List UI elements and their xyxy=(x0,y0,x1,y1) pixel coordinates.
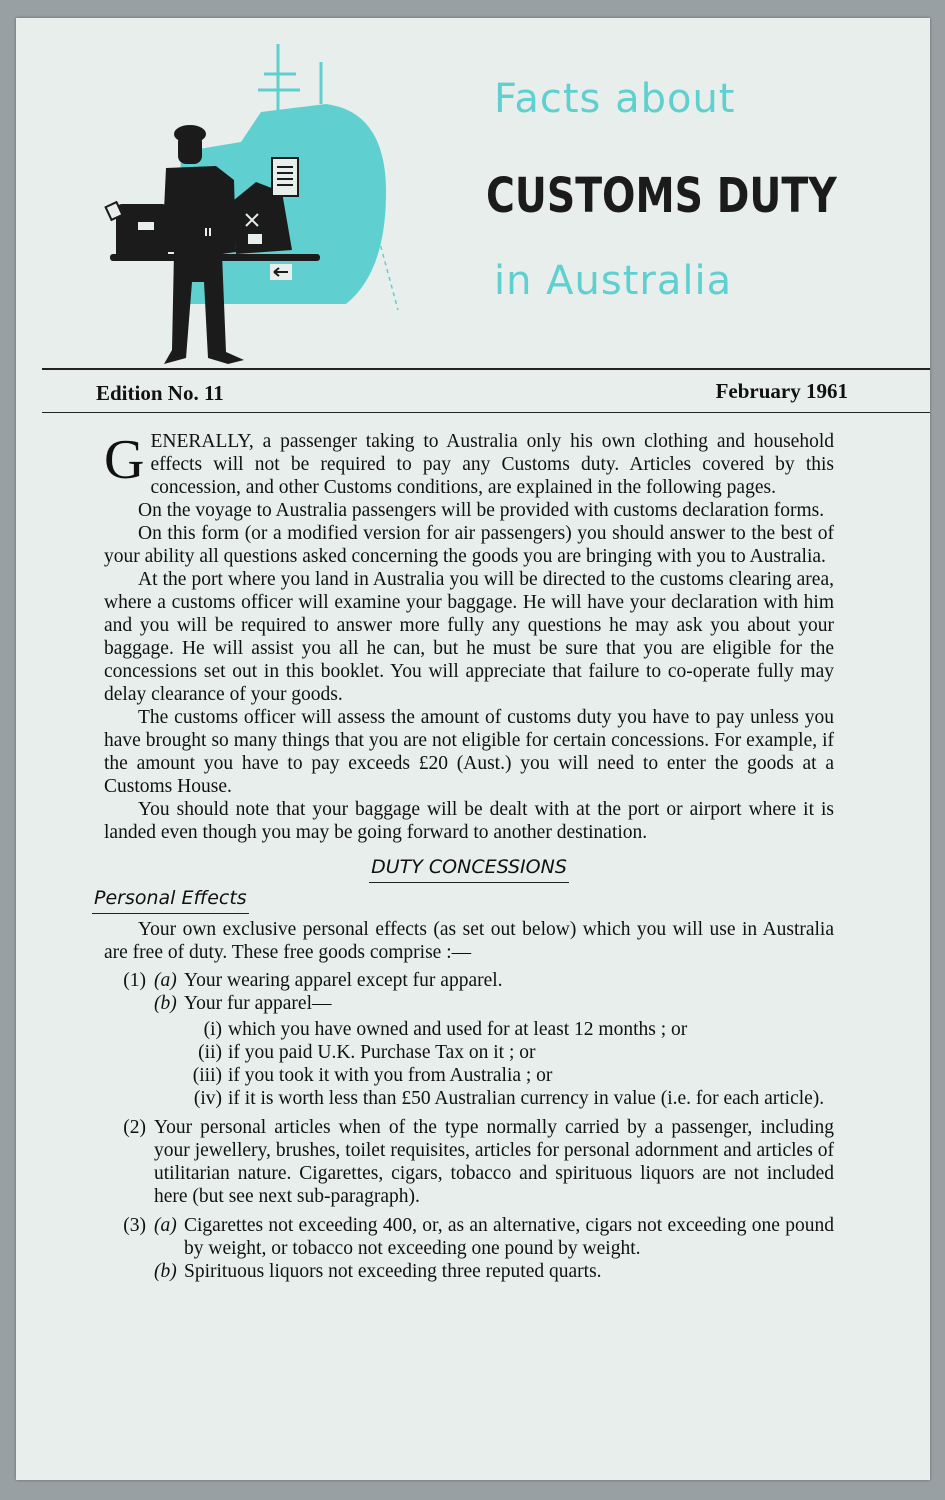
intro-paragraph-1-text: , a passenger taking to Australia only his own clothing and household effects will not be required to pay any Customs duty. Articles covered by this concession, and other Customs conditions, are explained in the following pages. xyxy=(150,431,834,498)
list-item-i xyxy=(184,1018,834,1041)
subsection-heading xyxy=(92,887,834,910)
item-text: Your wearing apparel except fur apparel. xyxy=(184,970,503,991)
item-letter: (b) xyxy=(154,993,177,1014)
item-text: Cigarettes not exceeding 400, or, as an alternative, cigars not exceeding one pound by weight, or tobacco not exceeding one pound by weight. xyxy=(184,1215,834,1259)
list-item-3a xyxy=(104,1214,834,1260)
list-item-iv xyxy=(184,1087,834,1110)
item-text: if you paid U.K. Purchase Tax on it ; or xyxy=(228,1042,536,1063)
intro-paragraph-3: On this form (or a modified version for air passengers) you should answer to the best of your ability all questions asked concerning the goods you are bringing with you to Australia. xyxy=(104,523,834,567)
personal-effects-intro: Your own exclusive personal effects (as set out below) which you will use in Australia are free of duty. These free goods comprise :— xyxy=(104,919,834,963)
intro-lead-word: ENERALLY xyxy=(150,431,249,452)
item-text: which you have owned and used for at least 12 months ; or xyxy=(228,1019,688,1040)
header-rule-bottom xyxy=(42,412,930,413)
intro-paragraph-6: You should note that your baggage will be dealt with at the port or airport where it is landed even though you may be going forward to another destination. xyxy=(104,799,834,843)
list-item-1a xyxy=(104,969,834,992)
item-text: Spirituous liquors not exceeding three reputed quarts. xyxy=(184,1261,602,1282)
item-letter: (a) xyxy=(154,970,177,991)
intro-paragraph-2: On the voyage to Australia passengers will be provided with customs declaration forms. xyxy=(138,500,825,521)
section-heading-text: DUTY CONCESSIONS xyxy=(369,856,569,883)
intro-paragraph-1 xyxy=(104,430,834,499)
list-item-ii xyxy=(184,1041,834,1064)
item-text: Your fur apparel— xyxy=(184,993,332,1014)
item-number: (3) xyxy=(123,1215,146,1236)
item-roman: (i) xyxy=(203,1019,222,1040)
title-line-in-australia: in Australia xyxy=(494,258,733,304)
list-item-iii xyxy=(184,1064,834,1087)
header-rule-top xyxy=(42,368,930,370)
title-line-facts-about: Facts about xyxy=(494,76,736,122)
list-item-2 xyxy=(104,1116,834,1208)
item-text: if you took it with you from Australia ; or xyxy=(228,1065,553,1086)
document-page xyxy=(16,18,930,1480)
subsection-heading-text: Personal Effects xyxy=(92,887,249,914)
item-roman: (iii) xyxy=(192,1065,222,1086)
list-item-3b xyxy=(104,1260,834,1283)
intro-paragraph-4: At the port where you land in Australia you will be directed to the customs clearing area, where a customs officer will examine your baggage. He will have your declaration with him and you will be required to answer more fully any questions he may ask you about your baggage. He will assist you all he can, but he must be sure that you are eligible for the concessions set out in this booklet. You will appreciate that failure to co-operate fully may delay clearance of your goods. xyxy=(104,569,834,705)
item-number: (1) xyxy=(123,970,146,991)
section-heading xyxy=(104,856,834,879)
item-letter: (a) xyxy=(154,1215,177,1236)
edition-date: February 1961 xyxy=(715,379,848,403)
title-customs-duty: CUSTOMS DUTY xyxy=(486,168,837,224)
edition-number: Edition No. 11 xyxy=(96,381,224,405)
item-text: if it is worth less than £50 Australian currency in value (i.e. for each article). xyxy=(228,1088,825,1109)
list-item-1b xyxy=(104,992,834,1015)
concessions-list xyxy=(104,969,834,1283)
item-number: (2) xyxy=(123,1117,146,1138)
item-roman: (ii) xyxy=(198,1042,222,1063)
document-body xyxy=(94,429,834,1283)
fur-apparel-conditions xyxy=(184,1018,834,1110)
item-roman: (iv) xyxy=(193,1088,222,1109)
item-letter: (b) xyxy=(154,1261,177,1282)
item-text: Your personal articles when of the type normally carried by a passenger, including your jewellery, brushes, toilet requisites, articles for personal adornment and articles of utilitarian nature. Cigarettes, cigars, tobacco and spirituous liquors are not included here (but see next sub-paragraph). xyxy=(154,1117,834,1207)
intro-paragraph-5: The customs officer will assess the amount of customs duty you have to pay unless you have brought so many things that you are not eligible for certain concessions. For example, if the amount you have to pay exceeds £20 (Aust.) you will need to enter the goods at a Customs House. xyxy=(104,707,834,797)
porter-ship-illustration xyxy=(86,42,416,372)
drop-cap: G xyxy=(104,429,145,491)
